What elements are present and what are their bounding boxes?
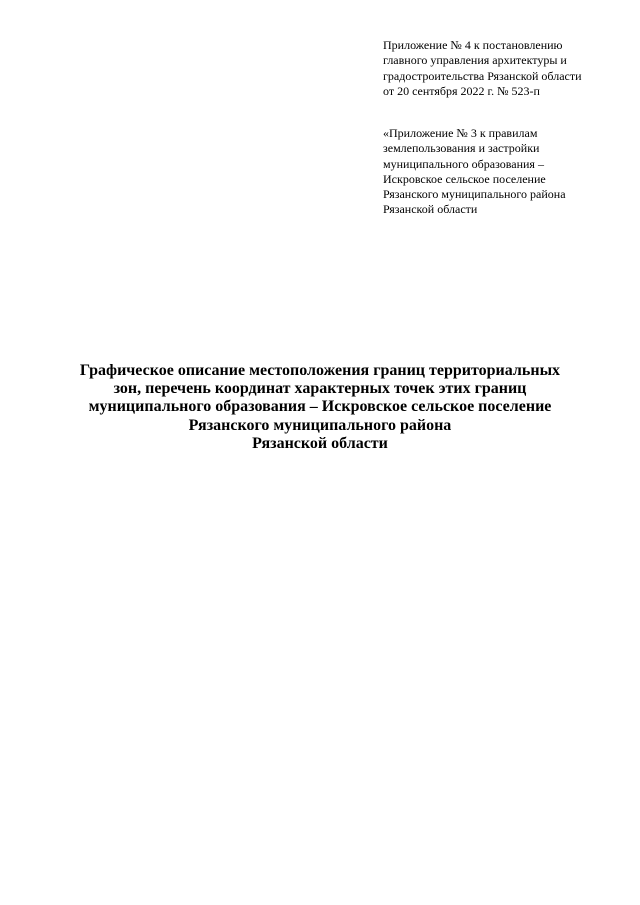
title-line: Рязанской области <box>252 434 388 452</box>
appendix-3-line: Рязанской области <box>383 202 478 217</box>
appendix-3-header <box>383 126 628 218</box>
title-line: Графическое описание местоположения границ территориальных <box>79 362 561 379</box>
appendix-3-line: «Приложение № 3 к правилам <box>383 126 538 140</box>
appendix-4-line: главного управления архитектуры и <box>383 53 567 68</box>
appendix-4-header <box>383 38 628 99</box>
appendix-4-line: от 20 сентября 2022 г. № 523-п <box>383 83 540 98</box>
appendix-3-line: Искровское сельское поселение <box>383 171 546 186</box>
title-line: муниципального образования – Искровское сельское поселение <box>88 398 552 416</box>
appendix-4-line: градостроительства Рязанской области <box>383 68 582 83</box>
appendix-3-line: Рязанского муниципального района <box>383 187 566 202</box>
appendix-3-line: муниципального образования – <box>383 156 544 171</box>
title-line: зон, перечень координат характерных точек этих границ <box>113 380 527 398</box>
appendix-4-line: Приложение № 4 к постановлению <box>383 38 563 52</box>
title-line: Рязанского муниципального района <box>188 416 452 434</box>
document-title <box>20 362 620 453</box>
appendix-3-line: землепользования и застройки <box>383 141 540 156</box>
